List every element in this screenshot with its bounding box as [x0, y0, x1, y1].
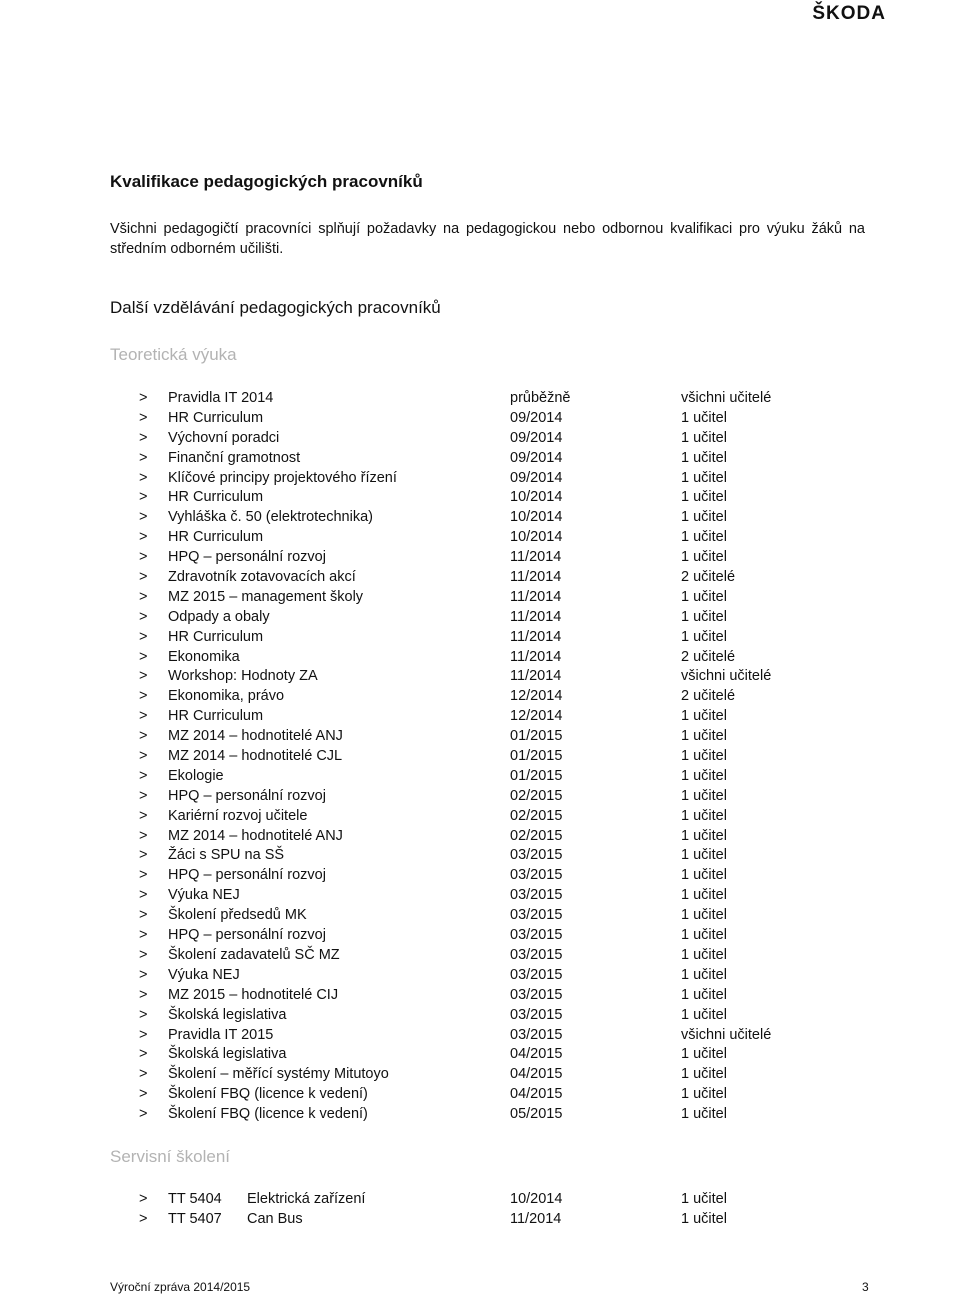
course-participants: všichni učitelé	[681, 1026, 772, 1043]
brand-wordmark: ŠKODA	[812, 3, 886, 24]
bullet-icon: >	[139, 569, 148, 586]
course-date: 10/2014	[510, 1191, 563, 1207]
course-date: 09/2014	[510, 449, 563, 466]
list-item	[0, 1065, 960, 1085]
course-name: Pravidla IT 2014	[168, 390, 274, 406]
course-name: Elektrická zařízení	[247, 1191, 366, 1207]
course-date: 11/2014	[510, 569, 562, 586]
bullet-icon: >	[139, 787, 148, 804]
list-item	[0, 429, 960, 449]
course-participants: 1 učitel	[681, 1106, 727, 1123]
footer-report-title: Výroční zpráva 2014/2015	[110, 1280, 251, 1294]
course-participants: 1 učitel	[681, 748, 727, 765]
bullet-icon: >	[139, 1006, 148, 1023]
course-name: HPQ – personální rozvoj	[168, 927, 326, 944]
course-participants: 1 učitel	[681, 409, 727, 426]
list-item	[0, 608, 960, 628]
bullet-icon: >	[139, 1106, 148, 1123]
list-item	[0, 469, 960, 489]
bullet-icon: >	[139, 827, 148, 844]
course-name: HR Curriculum	[168, 708, 264, 725]
course-date: 10/2014	[510, 529, 563, 546]
course-participants: 1 učitel	[681, 787, 727, 804]
bullet-icon: >	[139, 1191, 148, 1207]
course-name: Zdravotník zotavovacích akcí	[168, 569, 356, 586]
bullet-icon: >	[139, 807, 148, 824]
course-date: 04/2015	[510, 1046, 563, 1063]
course-participants: 1 učitel	[681, 708, 727, 725]
course-name: Workshop: Hodnoty ZA	[168, 668, 318, 685]
bullet-icon: >	[139, 946, 148, 963]
course-code: TT 5404	[168, 1191, 222, 1207]
course-participants: 1 učitel	[681, 1210, 727, 1227]
course-name: Ekologie	[168, 767, 224, 784]
course-participants: 1 učitel	[681, 986, 727, 1003]
course-name: HPQ – personální rozvoj	[168, 867, 326, 884]
list-item	[0, 866, 960, 886]
list-item	[0, 568, 960, 588]
course-participants: všichni učitelé	[681, 390, 772, 406]
course-name: HR Curriculum	[168, 628, 264, 645]
course-name: Školení FBQ (licence k vedení)	[168, 1106, 368, 1123]
list-item	[0, 1006, 960, 1026]
bullet-icon: >	[139, 1066, 148, 1083]
list-item	[0, 508, 960, 528]
course-code: TT 5407	[168, 1210, 222, 1227]
course-name: Pravidla IT 2015	[168, 1026, 274, 1043]
course-name: Vyhláška č. 50 (elektrotechnika)	[168, 509, 373, 526]
course-date: 03/2015	[510, 946, 563, 963]
bullet-icon: >	[139, 867, 148, 884]
course-date: 11/2014	[510, 628, 562, 645]
course-date: 02/2015	[510, 807, 563, 824]
list-item	[0, 986, 960, 1006]
course-participants: 2 učitelé	[681, 648, 736, 665]
list-item	[0, 1026, 960, 1046]
course-name: Ekonomika	[168, 648, 240, 665]
bullet-icon: >	[139, 549, 148, 566]
course-name: Klíčové principy projektového řízení	[168, 469, 397, 486]
course-name: MZ 2014 – hodnotitelé ANJ	[168, 728, 343, 745]
course-name: Školení zadavatelů SČ MZ	[168, 946, 340, 963]
course-name: Can Bus	[247, 1210, 303, 1227]
course-participants: 1 učitel	[681, 469, 727, 486]
course-date: 09/2014	[510, 409, 563, 426]
bullet-icon: >	[139, 1210, 148, 1227]
course-participants: 1 učitel	[681, 887, 727, 904]
list-item	[0, 449, 960, 469]
course-name: HR Curriculum	[168, 409, 264, 426]
course-date: 03/2015	[510, 1026, 563, 1043]
course-date: 02/2015	[510, 827, 563, 844]
course-name: Školská legislativa	[168, 1046, 287, 1063]
course-date: 03/2015	[510, 867, 563, 884]
course-name: MZ 2015 – hodnotitelé CIJ	[168, 986, 339, 1003]
course-participants: 1 učitel	[681, 628, 727, 645]
list-item	[0, 488, 960, 508]
bullet-icon: >	[139, 966, 148, 983]
list-item	[0, 687, 960, 707]
course-name: Školení – měřící systémy Mitutoyo	[168, 1066, 389, 1083]
brand-header	[700, 0, 960, 170]
course-participants: 1 učitel	[681, 1006, 727, 1023]
course-participants: 1 učitel	[681, 847, 727, 864]
course-participants: 1 učitel	[681, 927, 727, 944]
bullet-icon: >	[139, 509, 148, 526]
section-title-theory: Teoretická výuka	[110, 345, 237, 364]
list-item	[0, 648, 960, 668]
course-participants: 1 učitel	[681, 1086, 727, 1103]
course-name: MZ 2015 – management školy	[168, 588, 364, 605]
course-participants: 1 učitel	[681, 966, 727, 983]
course-participants: 2 učitelé	[681, 688, 736, 705]
bullet-icon: >	[139, 469, 148, 486]
course-participants: 1 učitel	[681, 588, 727, 605]
course-date: 10/2014	[510, 489, 563, 506]
course-participants: 2 učitelé	[681, 569, 736, 586]
heading-further-education: Další vzdělávání pedagogických pracovníků	[110, 298, 441, 317]
list-item	[0, 528, 960, 548]
list-item	[0, 1045, 960, 1065]
bullet-icon: >	[139, 608, 148, 625]
course-name: Odpady a obaly	[168, 608, 270, 625]
course-date: 11/2014	[510, 1210, 562, 1227]
list-item	[0, 767, 960, 787]
bullet-icon: >	[139, 847, 148, 864]
course-date: 12/2014	[510, 708, 563, 725]
bullet-icon: >	[139, 688, 148, 705]
course-participants: 1 učitel	[681, 907, 727, 924]
course-participants: 1 učitel	[681, 767, 727, 784]
bullet-icon: >	[139, 1086, 148, 1103]
course-name: Kariérní rozvoj učitele	[168, 807, 308, 824]
list-item	[0, 747, 960, 767]
list-item	[0, 1085, 960, 1105]
course-date: 03/2015	[510, 1006, 563, 1023]
course-name: Výuka NEJ	[168, 966, 240, 983]
course-date: 03/2015	[510, 986, 563, 1003]
course-date: 04/2015	[510, 1086, 563, 1103]
course-participants: 1 učitel	[681, 608, 727, 625]
course-name: MZ 2014 – hodnotitelé ANJ	[168, 827, 343, 844]
bullet-icon: >	[139, 728, 148, 745]
list-item	[0, 787, 960, 807]
course-date: 02/2015	[510, 787, 563, 804]
list-item	[0, 1105, 960, 1125]
list-item	[0, 966, 960, 986]
list-item	[0, 1190, 960, 1210]
list-item	[0, 727, 960, 747]
course-date: 03/2015	[510, 907, 563, 924]
course-participants: 1 učitel	[681, 509, 727, 526]
course-name: HR Curriculum	[168, 529, 264, 546]
course-name: HPQ – personální rozvoj	[168, 787, 326, 804]
course-date: 01/2015	[510, 748, 563, 765]
bullet-icon: >	[139, 390, 148, 406]
heading-qualification: Kvalifikace pedagogických pracovníků	[110, 172, 423, 191]
list-item	[0, 926, 960, 946]
course-name: Výchovní poradci	[168, 429, 280, 446]
course-date: 03/2015	[510, 966, 563, 983]
list-item	[0, 827, 960, 847]
course-name: MZ 2014 – hodnotitelé CJL	[168, 748, 343, 765]
bullet-icon: >	[139, 449, 148, 466]
list-item	[0, 628, 960, 648]
theory-list	[0, 389, 960, 1125]
course-participants: 1 učitel	[681, 827, 727, 844]
course-name: Výuka NEJ	[168, 887, 240, 904]
bullet-icon: >	[139, 907, 148, 924]
course-name: Finanční gramotnost	[168, 449, 301, 466]
course-participants: 1 učitel	[681, 549, 727, 566]
bullet-icon: >	[139, 648, 148, 665]
bullet-icon: >	[139, 588, 148, 605]
bullet-icon: >	[139, 529, 148, 546]
list-item	[0, 389, 960, 409]
course-date: 09/2014	[510, 429, 563, 446]
course-participants: všichni učitelé	[681, 668, 772, 685]
course-participants: 1 učitel	[681, 867, 727, 884]
course-name: Školská legislativa	[168, 1006, 287, 1023]
course-date: 10/2014	[510, 509, 563, 526]
list-item	[0, 409, 960, 429]
bullet-icon: >	[139, 1046, 148, 1063]
list-item	[0, 667, 960, 687]
list-item	[0, 1210, 960, 1230]
course-name: HR Curriculum	[168, 489, 264, 506]
course-participants: 1 učitel	[681, 946, 727, 963]
course-date: 01/2015	[510, 767, 563, 784]
course-date: průběžně	[510, 390, 571, 406]
list-item	[0, 846, 960, 866]
bullet-icon: >	[139, 748, 148, 765]
bullet-icon: >	[139, 489, 148, 506]
bullet-icon: >	[139, 927, 148, 944]
footer-page-number: 3	[862, 1280, 869, 1294]
list-item	[0, 807, 960, 827]
course-participants: 1 učitel	[681, 1066, 727, 1083]
bullet-icon: >	[139, 1026, 148, 1043]
bullet-icon: >	[139, 887, 148, 904]
list-item	[0, 588, 960, 608]
course-date: 12/2014	[510, 688, 563, 705]
intro-paragraph: Všichni pedagogičtí pracovníci splňují požadavky na pedagogickou nebo odbornou kvalifikaci pro výuku žáků na středním odborném učilišti.	[110, 221, 865, 257]
course-participants: 1 učitel	[681, 728, 727, 745]
course-date: 11/2014	[510, 588, 562, 605]
bullet-icon: >	[139, 767, 148, 784]
course-name: Školení FBQ (licence k vedení)	[168, 1086, 368, 1103]
course-participants: 1 učitel	[681, 489, 727, 506]
course-date: 03/2015	[510, 887, 563, 904]
course-name: HPQ – personální rozvoj	[168, 549, 326, 566]
course-date: 05/2015	[510, 1106, 563, 1123]
list-item	[0, 707, 960, 727]
course-participants: 1 učitel	[681, 529, 727, 546]
bullet-icon: >	[139, 628, 148, 645]
course-date: 04/2015	[510, 1066, 563, 1083]
bullet-icon: >	[139, 429, 148, 446]
course-participants: 1 učitel	[681, 429, 727, 446]
course-name: Školení předsedů MK	[168, 907, 307, 924]
course-date: 11/2014	[510, 668, 562, 685]
course-date: 11/2014	[510, 608, 562, 625]
list-item	[0, 886, 960, 906]
list-item	[0, 906, 960, 926]
course-participants: 1 učitel	[681, 807, 727, 824]
course-participants: 1 učitel	[681, 1191, 727, 1207]
section-title-service: Servisní školení	[110, 1147, 230, 1166]
course-date: 11/2014	[510, 648, 562, 665]
course-participants: 1 učitel	[681, 1046, 727, 1063]
course-name: Žáci s SPU na SŠ	[168, 847, 285, 864]
bullet-icon: >	[139, 986, 148, 1003]
course-date: 03/2015	[510, 847, 563, 864]
list-item	[0, 946, 960, 966]
course-date: 09/2014	[510, 469, 563, 486]
bullet-icon: >	[139, 668, 148, 685]
course-date: 01/2015	[510, 728, 563, 745]
service-list	[0, 1190, 960, 1230]
bullet-icon: >	[139, 708, 148, 725]
course-name: Ekonomika, právo	[168, 688, 285, 705]
bullet-icon: >	[139, 409, 148, 426]
list-item	[0, 548, 960, 568]
course-participants: 1 učitel	[681, 449, 727, 466]
course-date: 03/2015	[510, 927, 563, 944]
course-date: 11/2014	[510, 549, 562, 566]
